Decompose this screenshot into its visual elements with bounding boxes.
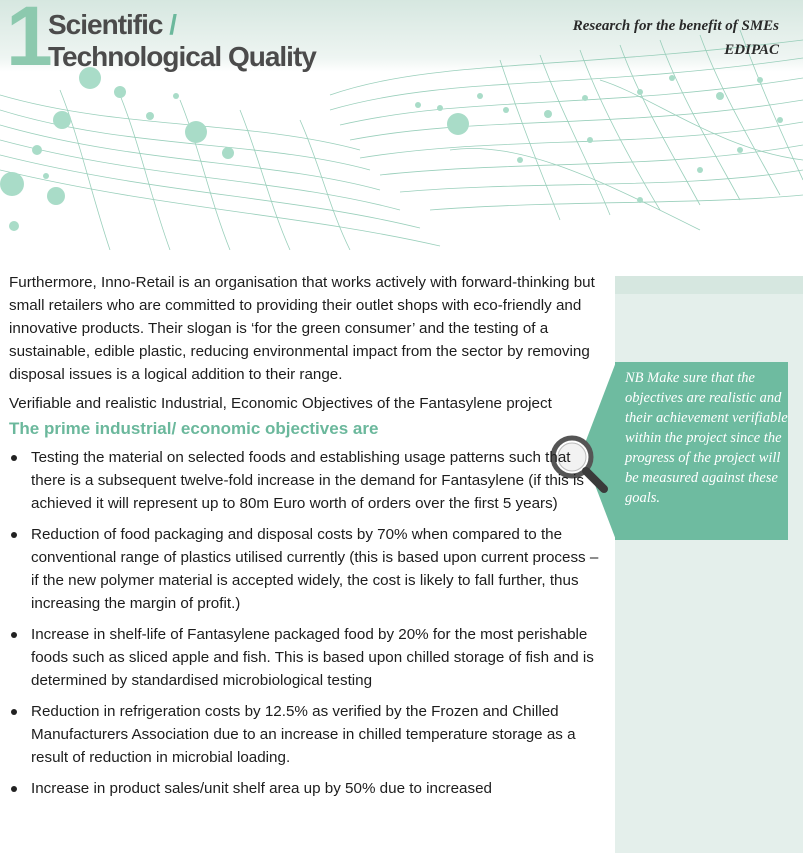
- list-item: Increase in shelf-life of Fantasylene packaged food by 20% for the most perishable foods such as sliced apple and fish. This is based upon chilled storage of fish and is determined by standardised microbiological testing: [9, 623, 606, 692]
- title-line-1: Scientific: [48, 9, 163, 40]
- list-item: Reduction in refrigeration costs by 12.5% as verified by the Frozen and Chilled Manufacturers Association due to an increase in chilled temperature storage as a result of reduction in microbial loading.: [9, 700, 606, 769]
- title-slash: /: [169, 9, 177, 40]
- sidebar-note-text: NB Make sure that the objectives are realistic and their achievement verifiable within the project since the progress of the project will be measured against these goals.: [625, 370, 788, 506]
- project-code: EDIPAC: [724, 42, 779, 58]
- header-banner: [0, 0, 803, 250]
- objectives-heading: The prime industrial/ economic objectives are: [9, 419, 379, 438]
- research-line: Research for the benefit of SMEs: [572, 18, 779, 34]
- sidebar-top-band: [615, 276, 803, 294]
- intro-paragraph: Furthermore, Inno-Retail is an organisation that works actively with forward-thinking but small retailers who are committed to providing their outlet shops with eco-friendly and innovative products. Their slogan is ‘for the green consumer’ and the testing of a sustainable, edible plastic, reducing environmental impact from the sector by removing disposal issues is a logical addition to their range.: [9, 274, 595, 383]
- list-item: Testing the material on selected foods and establishing usage patterns such that there is a subsequent twelve-fold increase in the demand for Fantasylene (if this is achieved it will represent up to 80m Euro worth of orders over the first 5 years): [9, 446, 606, 515]
- research-heading: [573, 14, 779, 62]
- objectives-list: [9, 446, 609, 800]
- main-content: [9, 271, 609, 808]
- list-item: Reduction of food packaging and disposal costs by 70% when compared to the conventional range of plastics utilised currently (this is based upon current process – if the new polymer material is accepted widely, the cost is likely to fall further, thus increasing the margin of profit.): [9, 523, 606, 615]
- section-number: 1: [6, 0, 49, 83]
- section-title: [48, 9, 316, 73]
- sidebar-note: [615, 362, 788, 540]
- title-line-2: Technological Quality: [48, 41, 316, 72]
- list-item: Increase in product sales/unit shelf area up by 50% due to increased: [9, 777, 606, 800]
- objectives-line: Verifiable and realistic Industrial, Economic Objectives of the Fantasylene project: [9, 395, 552, 412]
